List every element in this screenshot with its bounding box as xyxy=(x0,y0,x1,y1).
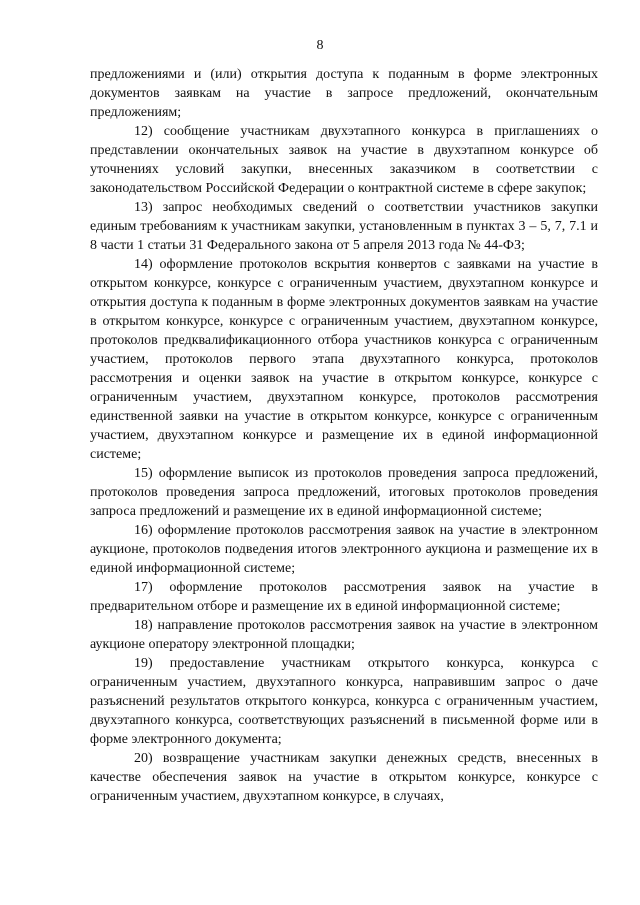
page-number: 8 xyxy=(316,38,324,53)
document-body xyxy=(90,65,598,806)
paragraph-item-15: 15) оформление выписок из протоколов проведения запроса предложений, протоколов проведения запроса предложений, итоговых протоколов проведения запроса предложений и размещение их в единой информационной системе; xyxy=(90,466,598,519)
paragraph-item-13: 13) запрос необходимых сведений о соответствии участников закупки единым требованиям к участникам закупки, установленным в пунктах 3 – 5, 7, 7.1 и 8 части 1 статьи 31 Федерального закона от 5 апреля 2013 года № 44-ФЗ; xyxy=(90,200,598,253)
paragraph-item-14: 14) оформление протоколов вскрытия конвертов с заявками на участие в открытом конкурсе, конкурсе с ограниченным участием, двухэтапном конкурсе и открытия доступа к поданным в форме электронных документов заявкам на участие в открытом конкурсе, конкурсе с ограниченным участием, двухэтапном конкурсе, протоколов предквалификационного отбора участников конкурса с ограниченным участием, протоколов первого этапа двухэтапного конкурса, протоколов рассмотрения и оценки заявок на участие в открытом конкурсе, конкурсе с ограниченным участием, двухэтапном конкурсе, протоколов рассмотрения единственной заявки на участие в открытом конкурсе, конкурсе с ограниченным участием, двухэтапном конкурсе и размещение их в единой информационной системе; xyxy=(90,257,598,462)
paragraph-item-19: 19) предоставление участникам открытого конкурса, конкурса с ограниченным участием, двухэтапного конкурса, направившим запрос о даче разъяснений результатов открытого конкурса, конкурса с ограниченным участием, двухэтапного конкурса, соответствующих разъяснений в письменной форме или в форме электронного документа; xyxy=(90,656,598,747)
paragraph-item-16: 16) оформление протоколов рассмотрения заявок на участие в электронном аукционе, протоколов подведения итогов электронного аукциона и размещение их в единой информационной системе; xyxy=(90,523,598,576)
paragraph-item-18: 18) направление протоколов рассмотрения заявок на участие в электронном аукционе оператору электронной площадки; xyxy=(90,618,598,652)
paragraph-item-20: 20) возвращение участникам закупки денежных средств, внесенных в качестве обеспечения заявок на участие в открытом конкурсе, конкурсе с ограниченным участием, двухэтапном конкурсе, в случаях, xyxy=(90,751,598,804)
paragraph-item-12: 12) сообщение участникам двухэтапного конкурса в приглашениях о представлении окончательных заявок на участие в двухэтапном конкурсе об уточнениях условий закупки, внесенных заказчиком в соответствии с законодательством Российской Федерации о контрактной системе в сфере закупок; xyxy=(90,124,598,196)
paragraph-item-17: 17) оформление протоколов рассмотрения заявок на участие в предварительном отборе и размещение их в единой информационной системе; xyxy=(90,580,598,614)
paragraph-continuation: предложениями и (или) открытия доступа к поданным в форме электронных документов заявкам на участие в запросе предложений, окончательным предложениям; xyxy=(90,67,598,120)
